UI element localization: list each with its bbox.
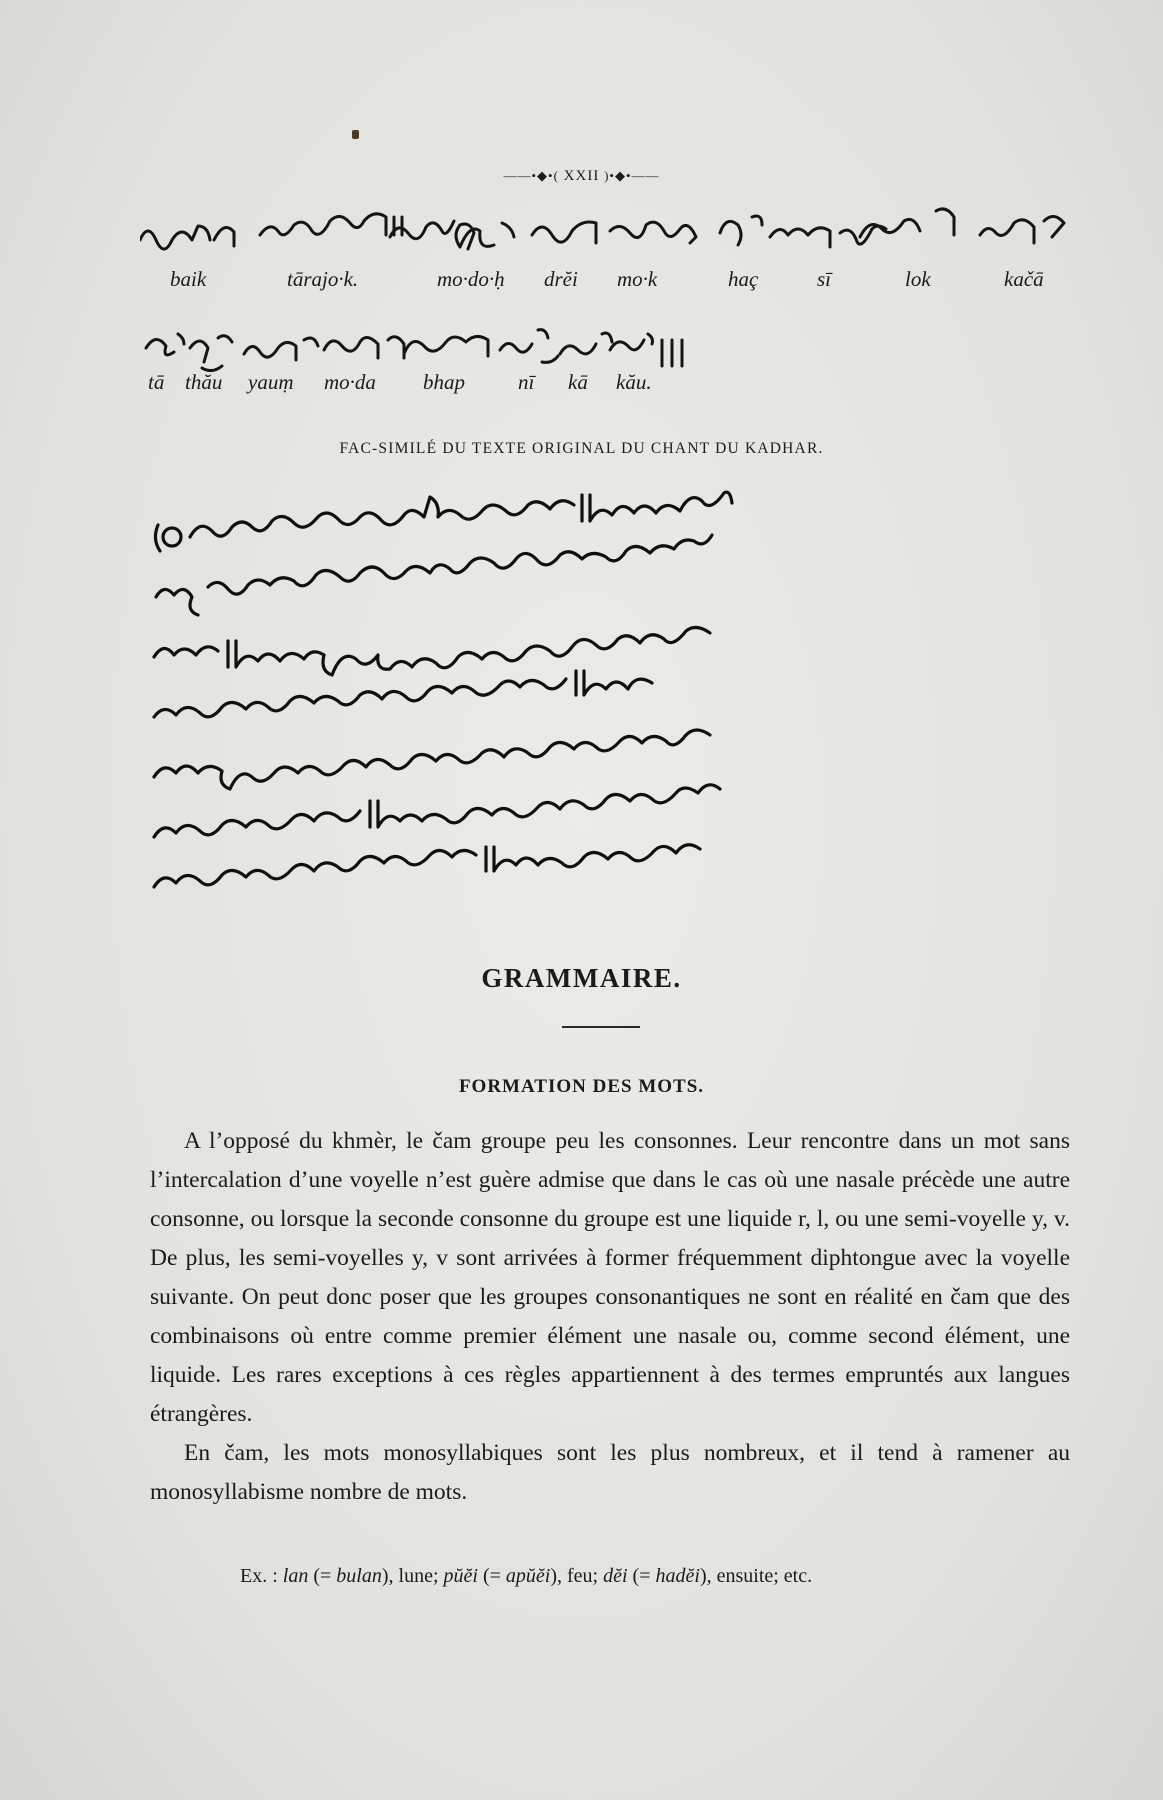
section-subtitle: FORMATION DES MOTS. xyxy=(458,1076,705,1097)
translit-word: lok xyxy=(905,267,931,291)
translit-word: mo·da xyxy=(324,370,376,394)
example-line xyxy=(240,1565,1090,1588)
example-word: lan xyxy=(282,1565,309,1587)
translit-word: drĕi xyxy=(544,267,578,291)
right-ornament: )•◆•—— xyxy=(604,168,660,183)
translit-word: tā xyxy=(148,370,165,394)
title-rule xyxy=(562,1026,640,1028)
translit-word: kā xyxy=(568,370,588,394)
left-ornament: ——•◆•( xyxy=(503,168,559,183)
section-title: GRAMMAIRE. xyxy=(481,963,682,993)
example-prefix: Ex. : xyxy=(240,1565,283,1587)
page-number: XXII xyxy=(563,168,600,184)
example-word: dĕi xyxy=(603,1565,628,1587)
handwritten-facsimile xyxy=(150,485,1050,905)
translit-word: haç xyxy=(728,267,759,291)
facsimile-caption: FAC-SIMILÉ DU TEXTE ORIGINAL DU CHANT DU KADHAR. xyxy=(339,440,824,457)
translit-word: mo·do·ḥ xyxy=(437,267,505,291)
translit-word: kačā xyxy=(1004,267,1044,291)
example-text: ), feu; xyxy=(550,1565,604,1587)
paragraph: En čam, les mots monosyllabiques sont les plus nombreux, et il tend à ramener au monosyllabisme nombre de mots. xyxy=(150,1440,1070,1505)
translit-word: kău. xyxy=(616,370,652,394)
example-word: apŭĕi xyxy=(505,1565,551,1587)
example-text: ), ensuite; etc. xyxy=(699,1565,813,1587)
example-text: (= xyxy=(477,1565,506,1587)
ink-spot xyxy=(352,130,359,139)
translit-word: tārajo·k. xyxy=(287,267,359,291)
example-word: hadĕi xyxy=(655,1565,700,1587)
translit-word: nī xyxy=(518,370,535,394)
translit-word: baik xyxy=(170,267,207,291)
example-word: pŭĕi xyxy=(443,1565,478,1587)
page-header xyxy=(0,168,1163,185)
cham-script-line-1 xyxy=(140,205,1090,265)
translit-word: yauṃ xyxy=(248,370,294,394)
paragraph: A l’opposé du khmèr, le čam groupe peu les consonnes. Leur rencontre dans un mot sans l’intercalation d’une voyelle n’est guère admise que dans le cas où une nasale précède une autre consonne, ou lorsque la seconde consonne du groupe est une liquide r, l, ou une semi-voyelle y, v. De plus, les semi-voyelles y, v sont arrivées à former fréquemment diphtongue avec la voyelle suivante. On peut donc poser que les groupes consonantiques ne sont en réalité en čam que des combinaisons où entre comme premier élément une nasale ou, comme second élément, une liquide. Les rares exceptions à ces règles appartiennent à des termes empruntés aux langues étrangères. xyxy=(150,1128,1070,1427)
translit-word: bhap xyxy=(423,370,465,394)
translit-word: thău xyxy=(185,370,223,394)
translit-word: mo·k xyxy=(617,267,658,291)
example-text: ), lune; xyxy=(381,1565,444,1587)
body-text xyxy=(150,1122,1070,1512)
example-text: (= xyxy=(308,1565,337,1587)
translit-word: sī xyxy=(817,267,832,291)
example-text: (= xyxy=(627,1565,656,1587)
example-word: bulan xyxy=(336,1565,382,1587)
